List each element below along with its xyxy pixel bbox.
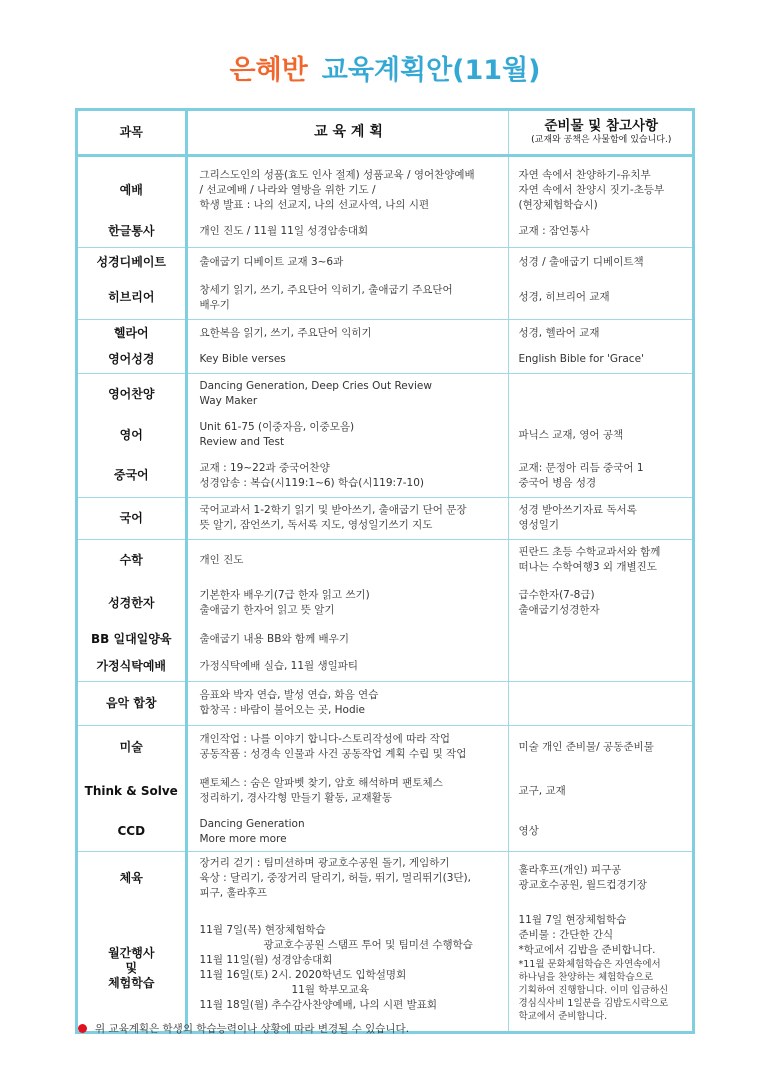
- plan-cell: [186, 769, 508, 813]
- plan-line: 11월 16일(토) 2시. 2020학년도 입학설명회: [199, 969, 407, 981]
- subject-cell: 수학: [78, 539, 186, 581]
- notes-cell: [508, 905, 692, 1031]
- notes-line: 11월 7일 현장체험학습: [518, 914, 627, 926]
- plan-line: 피구, 훌라후프: [199, 886, 268, 899]
- red-bullet-icon: [78, 1024, 87, 1033]
- subject-cell: 미술: [78, 725, 186, 769]
- notes-line: 중국어 병음 성경: [518, 476, 597, 489]
- notes-line: 떠나는 수학여행3 외 개별진도: [518, 561, 657, 574]
- plan-cell: [186, 813, 508, 851]
- plan-line: 그리스도인의 성품(효도 인사 절제) 성품교육 / 영어찬양예배: [199, 168, 475, 181]
- table-row: [78, 497, 692, 539]
- table-row: [78, 851, 692, 905]
- plan-table: [78, 111, 692, 1031]
- subject-cell: 성경디베이트: [78, 247, 186, 277]
- plan-line: More more more: [199, 832, 287, 845]
- table-row: [78, 277, 692, 319]
- plan-cell: 요한복음 읽기, 쓰기, 주요단어 익히기: [186, 319, 508, 347]
- plan-line: / 선교예배 / 나라와 열방을 위한 기도 /: [199, 183, 376, 196]
- table-row: [78, 769, 692, 813]
- plan-line: 11월 7일(목) 현장체험학습: [199, 924, 326, 936]
- notes-line: 하나님을 찬양하는 체험학습으로: [518, 972, 654, 983]
- header-notes-subtitle: (교재와 공책은 사물함에 있습니다.): [531, 134, 672, 145]
- notes-line: 자연 속에서 찬양시 짓기-초등부: [518, 183, 665, 196]
- plan-line: Dancing Generation: [199, 817, 305, 830]
- plan-line: 교재 : 19~22과 중국어찬양: [199, 461, 330, 474]
- subject-cell: 예배: [78, 163, 186, 217]
- plan-line: 배우기: [199, 298, 230, 311]
- plan-line: 창세기 읽기, 쓰기, 주요단어 익히기, 출애굽기 주요단어: [199, 283, 453, 296]
- subject-cell: [78, 905, 186, 1031]
- plan-line: 성경암송 : 복습(시119:1~6) 학습(시119:7-10): [199, 476, 425, 489]
- subject-line: 체험학습: [108, 975, 155, 990]
- plan-cell: 개인 진도 / 11월 11일 성경암송대회: [186, 217, 508, 247]
- notes-cell: 파닉스 교재, 영어 공책: [518, 428, 624, 441]
- subject-line: 및: [125, 960, 138, 975]
- plan-cell: [186, 497, 508, 539]
- notes-cell: [508, 653, 692, 681]
- notes-cell: [508, 455, 692, 497]
- notes-cell: 교재 : 잠언통사: [518, 225, 590, 238]
- plan-cell: Key Bible verses: [186, 347, 508, 373]
- plan-line: 공동작품 : 성경속 인물과 사건 공동작업 계획 수립 및 작업: [199, 748, 467, 761]
- table-row: [78, 653, 692, 681]
- notes-cell: 교구, 교재: [518, 784, 566, 797]
- subject-cell: 영어찬양: [78, 373, 186, 415]
- page-title: [0, 48, 770, 87]
- table-row: [78, 625, 692, 653]
- notes-line: 핀란드 초등 수학교과서와 함께: [518, 546, 661, 559]
- footer-text: 위 교육계획은 학생의 학습능력이나 상황에 따라 변경될 수 있습니다.: [95, 1023, 410, 1035]
- plan-line: Dancing Generation, Deep Cries Out Review: [199, 380, 432, 393]
- plan-line: 육상 : 달리기, 중장거리 달리기, 허들, 뛰기, 멀리뛰기(3단),: [199, 871, 471, 884]
- subject-cell: Think & Solve: [78, 769, 186, 813]
- plan-cell: [186, 163, 508, 217]
- subject-cell: 가정식탁예배: [78, 653, 186, 681]
- plan-line: 국어교과서 1-2학기 읽기 및 받아쓰기, 출애굽기 단어 문장: [199, 504, 467, 516]
- title-plan-name: 교육계획안(11월): [321, 55, 541, 86]
- notes-line: 급수한자(7-8급): [518, 589, 595, 601]
- plan-line: 팬토체스 : 숨은 알파벳 찾기, 암호 해석하며 팬토체스: [199, 777, 443, 789]
- notes-line: 학교에서 준비합니다.: [518, 1011, 608, 1022]
- notes-cell: 영상: [518, 825, 539, 838]
- notes-cell: [508, 681, 692, 725]
- subject-cell: 국어: [78, 497, 186, 539]
- table-header-row: [78, 111, 692, 155]
- table-row: [78, 163, 692, 217]
- plan-line: 정리하기, 경사각형 만들기 활동, 교재활동: [199, 792, 392, 804]
- plan-line: 11월 18일(월) 추수감사찬양예배, 나의 시편 발표회: [199, 999, 438, 1011]
- plan-line: Review and Test: [199, 436, 285, 448]
- plan-cell: [186, 581, 508, 625]
- notes-cell: [508, 625, 692, 653]
- subject-cell: 영어성경: [78, 347, 186, 373]
- table-row: [78, 725, 692, 769]
- table-row: [78, 373, 692, 415]
- table-row: [78, 539, 692, 581]
- header-subject: 과목: [78, 111, 186, 155]
- header-notes: [508, 111, 692, 155]
- subject-cell: BB 일대일양육: [78, 625, 186, 653]
- plan-line: 11월 학부모교육: [291, 984, 370, 996]
- notes-line: 기획하여 진행합니다. 이미 입금하신: [518, 985, 669, 996]
- footer-note: [78, 1021, 409, 1036]
- notes-line: 영성일기: [518, 519, 560, 531]
- plan-cell: [186, 277, 508, 319]
- notes-cell: 성경, 헬라어 교재: [508, 319, 692, 347]
- notes-cell: [508, 497, 692, 539]
- plan-cell: 개인 진도: [186, 539, 508, 581]
- subject-cell: 히브리어: [78, 277, 186, 319]
- table-row: [78, 217, 692, 247]
- plan-line: 기본한자 배우기(7급 한자 읽고 쓰기): [199, 589, 370, 601]
- notes-cell: [508, 373, 692, 415]
- notes-line: 출애굽기성경한자: [518, 604, 600, 616]
- notes-line: 성경 받아쓰기자료 독서록: [518, 504, 637, 516]
- notes-line: 경심식사비 1일분을 김밥도시락으로: [518, 998, 669, 1009]
- notes-cell: 성경 / 출애굽기 디베이트책: [508, 247, 692, 277]
- subject-line: 월간행사: [108, 945, 155, 960]
- plan-line: 음표와 박자 연습, 발성 연습, 화음 연습: [199, 689, 379, 701]
- plan-line: 개인작업 : 나를 이야기 합니다-스토리작성에 따라 작업: [199, 733, 450, 746]
- notes-line: (현장체험학습시): [518, 198, 598, 211]
- plan-line: 출애굽기 한자어 읽고 뜻 알기: [199, 604, 335, 616]
- notes-line: 훌라후프(개인) 피구공: [518, 864, 622, 877]
- header-notes-title: 준비물 및 참고사항: [544, 117, 659, 134]
- subject-cell: 중국어: [78, 455, 186, 497]
- header-plan: 교 육 계 획: [186, 111, 508, 155]
- title-class-name: 은혜반: [229, 55, 308, 86]
- table-row: [78, 681, 692, 725]
- notes-line: 자연 속에서 찬양하기-유치부: [518, 168, 651, 181]
- notes-cell: [508, 163, 692, 217]
- plan-cell: [186, 681, 508, 725]
- notes-cell: [508, 851, 692, 905]
- table-row: [78, 905, 692, 1031]
- subject-cell: 영어: [78, 415, 186, 455]
- plan-line: 뜻 알기, 잠언쓰기, 독서록 지도, 영성일기쓰기 지도: [199, 519, 433, 531]
- table-row: [78, 813, 692, 851]
- table-row: [78, 319, 692, 347]
- notes-line: 광교호수공원, 월드컵경기장: [518, 879, 647, 892]
- plan-line: 합창곡 : 바람이 불어오는 곳, Hodie: [199, 704, 365, 716]
- plan-cell: 가정식탁예배 실습, 11월 생일파티: [186, 653, 508, 681]
- subject-cell: 음악 합창: [78, 681, 186, 725]
- notes-line: *11월 문화체험학습은 자연속에서: [518, 959, 661, 970]
- plan-cell: 출애굽기 디베이트 교재 3~6과: [186, 247, 508, 277]
- notes-line: 교재: 문정아 리듬 중국어 1: [518, 461, 644, 474]
- plan-line: 11월 11일(월) 성경암송대회: [199, 954, 333, 966]
- notes-cell: English Bible for 'Grace': [518, 353, 644, 366]
- notes-line: 준비물 : 간단한 간식: [518, 929, 614, 941]
- plan-cell: [186, 905, 508, 1031]
- plan-cell: [186, 851, 508, 905]
- plan-line: 장거리 걷기 : 팀미션하며 광교호수공원 돌기, 게임하기: [199, 856, 450, 869]
- subject-cell: 체육: [78, 851, 186, 905]
- table-row: [78, 247, 692, 277]
- notes-line: *학교에서 김밥을 준비합니다.: [518, 944, 656, 956]
- plan-line: 광교호수공원 스탬프 투어 및 팀미션 수행학습: [263, 939, 473, 951]
- notes-cell: 성경, 히브리어 교재: [518, 291, 610, 304]
- plan-line: Way Maker: [199, 395, 258, 408]
- plan-cell: [186, 415, 508, 455]
- subject-cell: 한글통사: [78, 217, 186, 247]
- notes-cell: [508, 539, 692, 581]
- plan-cell: 출애굽기 내용 BB와 함께 배우기: [186, 625, 508, 653]
- plan-line: 학생 발표 : 나의 선교지, 나의 선교사역, 나의 시편: [199, 198, 430, 211]
- plan-cell: [186, 725, 508, 769]
- subject-cell: 성경한자: [78, 581, 186, 625]
- table-row: [78, 455, 692, 497]
- table-row: [78, 347, 692, 373]
- subject-cell: CCD: [78, 813, 186, 851]
- table-row: [78, 415, 692, 455]
- notes-cell: [508, 581, 692, 625]
- table-row: [78, 581, 692, 625]
- notes-cell: 미술 개인 준비물/ 공동준비물: [508, 725, 692, 769]
- plan-table-frame: [75, 108, 695, 1034]
- subject-cell: 헬라어: [78, 319, 186, 347]
- plan-cell: [186, 455, 508, 497]
- plan-line: Unit 61-75 (이중자음, 이중모음): [199, 421, 355, 433]
- plan-cell: [186, 373, 508, 415]
